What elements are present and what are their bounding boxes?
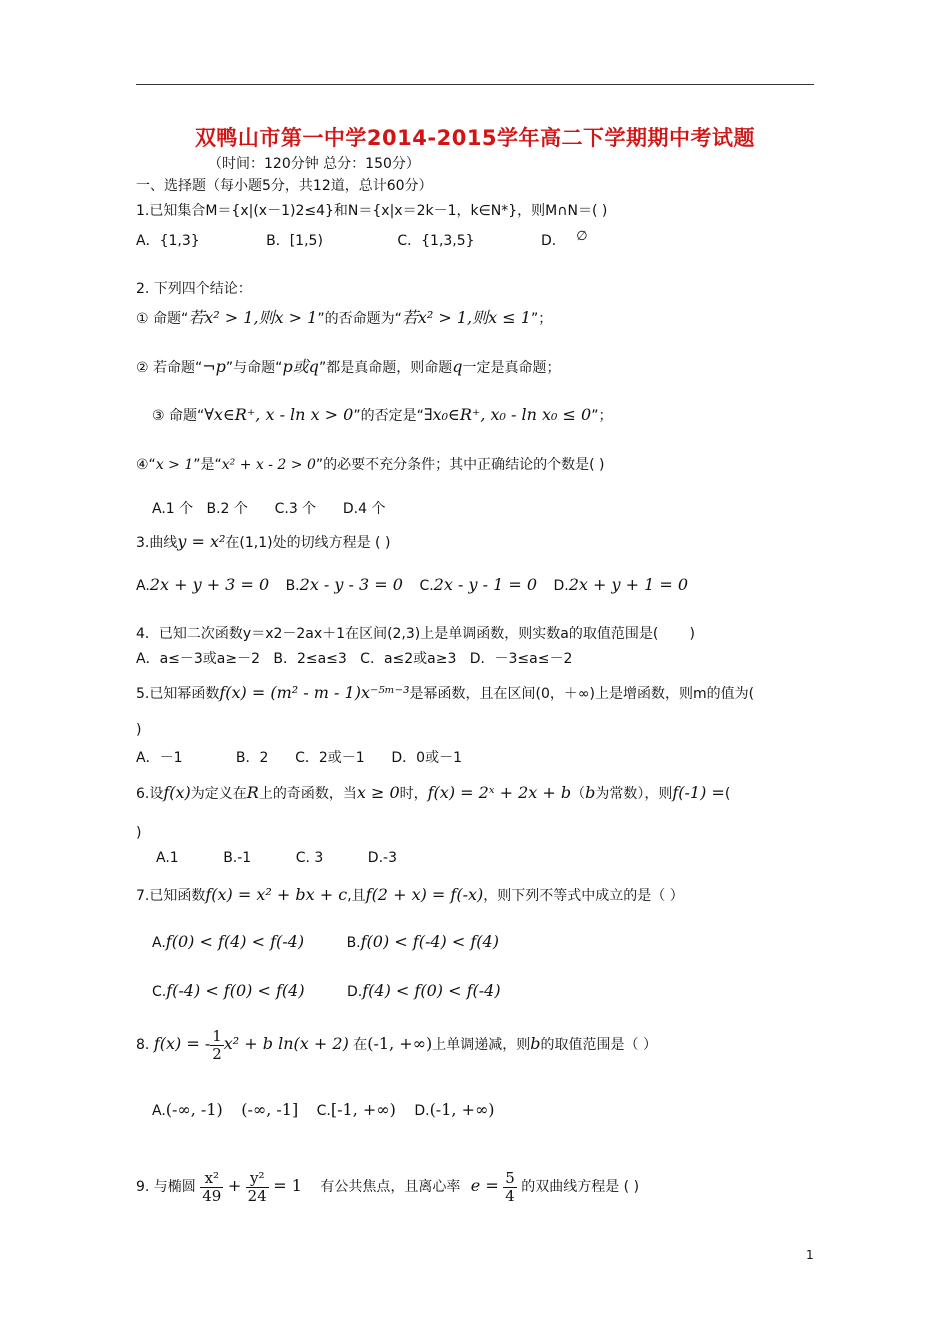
q8-text-2: 上单调递减，则 xyxy=(432,1037,531,1053)
q9-ellipse-y-fraction xyxy=(246,1170,269,1205)
q8-fraction-denominator: 2 xyxy=(212,1044,222,1063)
q4-stem: 4．已知二次函数y＝x2－2ax＋1在区间(2,3)上是单调函数，则实数a的取值范围是( ) xyxy=(136,626,695,642)
q2-s3-math-1: ∀x∈R⁺, x - ln x > 0 xyxy=(204,405,354,424)
q6-text-6: 为常数），则 xyxy=(595,786,673,802)
q3-option-c-label: C. xyxy=(419,578,434,594)
q9-e-numerator: 5 xyxy=(505,1168,515,1187)
q8-stem xyxy=(136,1024,657,1065)
q3-option-c-math: 2x - y - 1 = 0 xyxy=(433,575,538,594)
q8-interval: (-1, +∞) xyxy=(367,1034,433,1053)
q6-math-1: f(x) xyxy=(163,783,191,802)
q9-equals-one: = 1 xyxy=(273,1176,302,1195)
q7-option-b-label: B. xyxy=(346,935,361,951)
q4-options: A．a≤－3或a≥－2 B．2≤a≤3 C．a≤2或a≥3 D．－3≤a≤－2 xyxy=(136,651,573,667)
q2-s2-text-mid2: ”都是真命题，则命题 xyxy=(318,360,453,376)
q3-curve-math: y = x² xyxy=(177,532,226,551)
q9-text-1: 9. 与椭圆 xyxy=(136,1179,196,1195)
q8-text-3: 的取值范围是（ ） xyxy=(540,1037,657,1053)
q2-s2-text-mid1: ”与命题“ xyxy=(225,360,283,376)
q5-stem xyxy=(136,683,754,704)
q6-stem-tail: ) xyxy=(136,825,142,841)
q2-s4-math-2: x² + x - 2 > 0 xyxy=(221,457,316,473)
q7-option-b-math: f(0) < f(-4) < f(4) xyxy=(360,932,499,951)
q9-x-denominator: 49 xyxy=(202,1186,222,1205)
q2-s1-text-post: ”； xyxy=(530,311,553,327)
q9-x-numerator: x² xyxy=(200,1170,223,1188)
q5-stem-tail: ) xyxy=(136,722,142,738)
q7-options-row1 xyxy=(152,932,499,953)
q2-s3-math-2: ∃x₀∈R⁺, x₀ - ln x₀ ≤ 0 xyxy=(423,405,592,424)
q3-option-b-label: B. xyxy=(285,578,300,594)
q3-option-a-math: 2x + y + 3 = 0 xyxy=(149,575,270,594)
q9-plus: + xyxy=(227,1176,242,1195)
q1-stem: 1.已知集合M＝{x|(x－1)2≤4}和N＝{x|x＝2k－1，k∈N*}，则M∩N＝( ) xyxy=(136,203,608,219)
q2-statement-2 xyxy=(136,357,560,378)
q7-option-c-math: f(-4) < f(0) < f(4) xyxy=(166,981,305,1000)
q6-math-3: x ≥ 0 xyxy=(356,783,400,802)
q3-text-post: 在(1,1)处的切线方程是 ( ) xyxy=(225,535,391,551)
q8-function-prefix: f(x) = - xyxy=(153,1034,211,1053)
q2-s4-text: ④“ xyxy=(136,457,156,473)
q2-options: A.1 个 B.2 个 C.3 个 D.4 个 xyxy=(152,501,386,517)
q8-half-fraction xyxy=(210,1028,224,1063)
q3-option-a-label: A. xyxy=(136,578,150,594)
header-rule xyxy=(136,84,814,85)
q7-option-d-math: f(4) < f(0) < f(-4) xyxy=(362,981,501,1000)
section-heading: 一、选择题（每小题5分，共12道，总计60分） xyxy=(136,178,433,194)
q6-stem xyxy=(136,783,730,804)
q6-math-4: f(x) = 2ˣ + 2x + b xyxy=(427,783,572,802)
q6-text-3: 上的奇函数，当 xyxy=(258,786,357,802)
q8-options xyxy=(152,1100,495,1121)
q2-statement-1 xyxy=(136,308,552,329)
q1-option-b: B．[1,5) xyxy=(266,233,323,249)
q8-option-d-math: (-1, +∞) xyxy=(429,1100,495,1119)
q2-s2-text-post: 一定是真命题； xyxy=(462,360,561,376)
q9-eccentricity-fraction xyxy=(503,1170,517,1205)
q2-statement-3 xyxy=(152,405,612,426)
q5-options: A．－1 B．2 C．2或－1 D．0或－1 xyxy=(136,750,462,766)
q7-option-a-label: A. xyxy=(152,935,166,951)
q8-fraction-numerator: 1 xyxy=(212,1026,222,1045)
q9-text-2: 有公共焦点，且离心率 xyxy=(320,1179,461,1195)
q9-y-numerator: y² xyxy=(246,1170,269,1188)
q8-option-d-label: D. xyxy=(414,1103,430,1119)
exam-title: 双鸭山市第一中学2014-2015学年高二下学期期中考试题 xyxy=(194,126,756,150)
q3-option-d-label: D. xyxy=(553,578,569,594)
q5-text: 5.已知幂函数 xyxy=(136,686,220,702)
q8-text-1: 在 xyxy=(353,1037,368,1053)
q6-options: A.1 B.-1 C. 3 D.-3 xyxy=(156,850,397,866)
q7-math-2: f(2 + x) = f(-x) xyxy=(365,885,484,904)
q2-s3-text-mid: ”的否定是“ xyxy=(353,408,424,424)
page-number: 1 xyxy=(806,1248,814,1262)
q2-s4-text-post: ”的必要不充分条件；其中正确结论的个数是( ) xyxy=(315,457,605,473)
q9-eccentricity-label: e = xyxy=(470,1176,499,1195)
q7-stem xyxy=(136,885,684,906)
q2-s3-text-post: ”； xyxy=(591,408,613,424)
q3-options xyxy=(136,575,688,596)
q2-s1-math-1: 若x² > 1,则x > 1 xyxy=(188,308,318,327)
q7-math-1: f(x) = x² + bx + c xyxy=(205,885,348,904)
q3-text: 3.曲线 xyxy=(136,535,178,551)
q6-math-2: R xyxy=(246,783,259,802)
q2-s1-text: ① 命题“ xyxy=(136,311,189,327)
q8-option-c-math: [-1, +∞) xyxy=(330,1100,396,1119)
q2-s2-text: ② 若命题“ xyxy=(136,360,203,376)
q2-s4-text-mid: ”是“ xyxy=(193,457,222,473)
q6-text-1: 6.设 xyxy=(136,786,164,802)
q7-option-c-label: C. xyxy=(152,984,167,1000)
q8-number: 8. xyxy=(136,1037,150,1053)
q2-s2-math-1: ¬p xyxy=(202,357,226,376)
q6-text-2: 为定义在 xyxy=(190,786,247,802)
q2-s2-math-2: p或q xyxy=(282,357,319,376)
q6-math-5: b xyxy=(585,783,596,802)
q8-option-c-label: C. xyxy=(316,1103,331,1119)
q6-text-7: ( xyxy=(724,786,731,802)
q7-options-row2 xyxy=(152,981,501,1002)
q8-param-b: b xyxy=(530,1034,541,1053)
q2-statement-4 xyxy=(136,455,605,475)
q8-option-a-label: A. xyxy=(152,1103,166,1119)
q2-s2-math-3: q xyxy=(452,357,463,376)
q1-option-a: A．{1,3} xyxy=(136,233,200,249)
q9-e-denominator: 4 xyxy=(505,1186,515,1205)
q5-function-math: f(x) = (m² - m - 1)x⁻⁵ᵐ⁻³ xyxy=(219,683,410,702)
q2-s1-math-2: 若x² > 1,则x ≤ 1 xyxy=(401,308,531,327)
q3-stem xyxy=(136,532,390,553)
q7-option-d-label: D. xyxy=(347,984,363,1000)
q9-stem xyxy=(136,1164,639,1209)
q8-option-b-math: (-∞, -1] xyxy=(241,1100,299,1119)
q7-text-2: ,且 xyxy=(347,888,366,904)
q8-option-a-math: (-∞, -1) xyxy=(165,1100,223,1119)
q6-text-4: 时， xyxy=(399,786,428,802)
q2-s3-text: ③ 命题“ xyxy=(152,408,205,424)
q2-stem: 2. 下列四个结论： xyxy=(136,281,252,297)
q6-text-5: （ xyxy=(571,786,586,802)
q3-option-b-math: 2x - y - 3 = 0 xyxy=(299,575,403,594)
exam-subtitle: （时间：120分钟 总分：150分） xyxy=(208,156,420,172)
q9-text-3: 的双曲线方程是 ( ) xyxy=(521,1179,640,1195)
q1-empty-set: ∅ xyxy=(576,229,588,244)
q9-y-denominator: 24 xyxy=(247,1186,267,1205)
q6-math-6: f(-1) = xyxy=(672,783,725,802)
q7-text-3: ，则下列不等式中成立的是（ ） xyxy=(483,888,684,904)
q3-option-d-math: 2x + y + 1 = 0 xyxy=(568,575,689,594)
q8-function-suffix: x² + b ln(x + 2) xyxy=(223,1034,349,1053)
q1-option-c: C．{1,3,5} xyxy=(397,233,475,249)
q2-s1-text-mid: ”的否命题为“ xyxy=(317,311,402,327)
q1-options xyxy=(136,231,588,252)
q9-ellipse-x-fraction xyxy=(200,1170,223,1205)
q2-s4-math-1: x > 1 xyxy=(155,457,194,473)
q7-text-1: 7.已知函数 xyxy=(136,888,206,904)
q1-option-d: D． xyxy=(541,233,566,249)
q5-text-post: 是幂函数，且在区间(0，＋∞)上是增函数，则m的值为( xyxy=(409,686,755,702)
q7-option-a-math: f(0) < f(4) < f(-4) xyxy=(165,932,305,951)
